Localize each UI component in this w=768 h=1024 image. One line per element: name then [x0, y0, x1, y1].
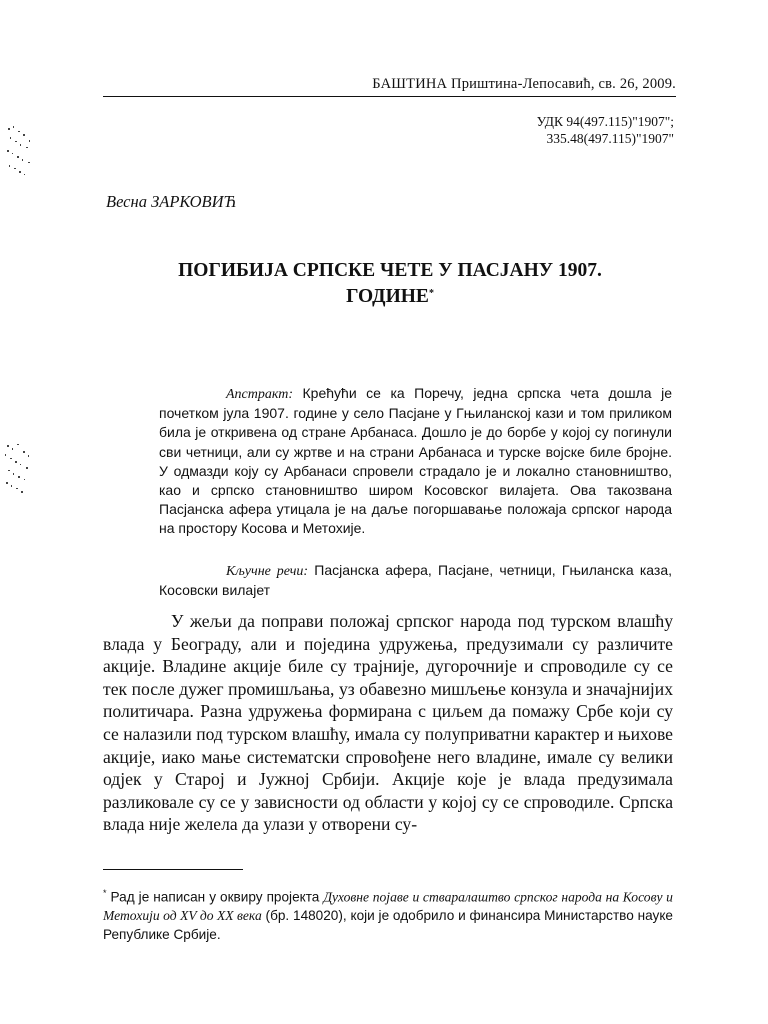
running-head: БАШТИНА Приштина-Лепосавић, св. 26, 2009. — [103, 76, 676, 97]
keywords — [159, 561, 672, 600]
footnote-divider — [103, 869, 243, 870]
title-footnote-mark: * — [428, 288, 434, 299]
footnote-pre: Рад је написан у оквиру пројекта — [106, 889, 324, 905]
scan-noise-top — [4, 122, 34, 180]
title-line-2: ГОДИНЕ — [346, 286, 429, 307]
udk-line-2: 335.48(497.115)"1907" — [546, 131, 674, 146]
title-line-1: ПОГИБИЈА СРПСКЕ ЧЕТЕ У ПАСЈАНУ 1907. — [178, 260, 602, 281]
udk-classification — [537, 113, 674, 147]
scan-noise-middle — [2, 440, 34, 498]
abstract-text: Крећући се ка Поречу, једна српска чета дошла је почетком јула 1907. године у село Пасјане у Гњиланској кази и том приликом била је откривена од стране Арбанаса. Дошло је до борбе у којој су погинули сви четници, али су жртве и на страни Арбанаса и турске војске биле бројне. У одмазди коју су Арбанаси спровели страдало је и локално становништво, као и српско становништво широм Косовског вилајета. Ова такозвана Пасјанска афера утицала је на даље погоршавање положаја српског народа на простору Косова и Метохије. — [159, 385, 672, 537]
footnote-project-title: Духовне појаве и стваралаштво српског народа на Косову и Метохији од XV до XX века — [103, 889, 673, 924]
footnote-post: (бр. 148020), који је одобрило и финансира Министарство науке Републике Србије. — [103, 908, 673, 942]
abstract — [159, 384, 672, 539]
keywords-label: Кључне речи: — [226, 564, 309, 579]
author-name: Весна ЗАРКОВИЋ — [106, 192, 237, 211]
body-paragraph — [103, 610, 673, 836]
udk-line-1: УДК 94(497.115)"1907"; — [536, 114, 674, 129]
article-title — [100, 258, 680, 310]
keywords-text: Пасјанска афера, Пасјане, четници, Гњиланска каза, Косовски вилајет — [159, 562, 672, 599]
footnote — [103, 884, 673, 944]
body-text: У жељи да поправи положај српског народа под турском влашћу влада у Београду, али и поједина удружења, предузимали су различите акције. Владине акције биле су трајније, дугорочније и спроводиле су се тек после дужег промишљања, уз обавезно мишљење конзула и значајнијих политичара. Разна удружења формирана с циљем да помажу Србе који су се налазили под турском влашћу, имала су полуприватни карактер и њихове акције, иако мање систематски спровођене него владине, имале су велики одјек у Старој и Јужној Србији. Акције које је влада предузимала разликовале су се у зависности од области у којој су се спроводиле. Српска влада није желела да улази у отворени су- — [103, 611, 673, 835]
abstract-label: Апстракт: — [226, 387, 294, 402]
footnote-mark: * — [103, 888, 107, 898]
